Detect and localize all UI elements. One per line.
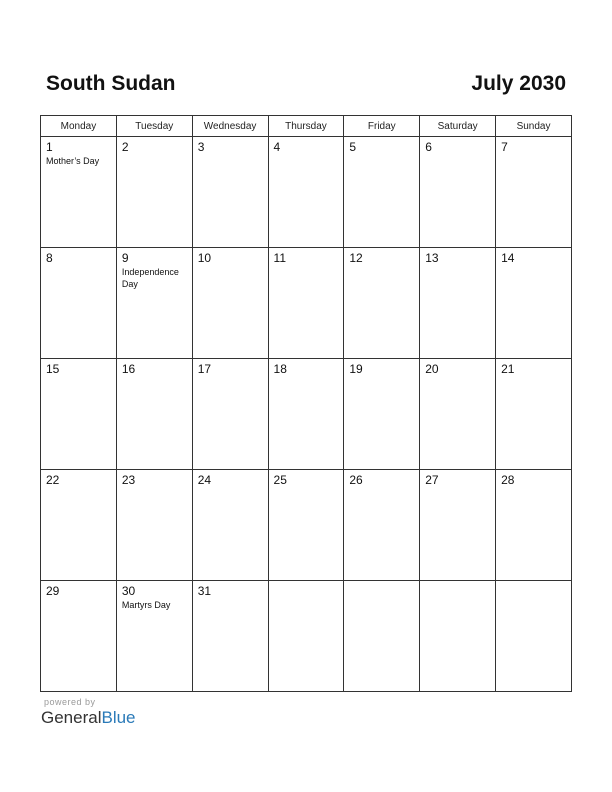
empty-day-cell: [496, 581, 572, 692]
week-row: [41, 470, 572, 581]
day-cell: [496, 137, 572, 248]
day-number: 10: [197, 251, 212, 265]
holiday-label: Martyrs Day: [121, 600, 171, 610]
day-number: 1: [46, 140, 53, 154]
day-cell: [192, 470, 268, 581]
day-number: 16: [121, 362, 136, 376]
day-number: 6: [425, 140, 432, 154]
day-cell: [192, 581, 268, 692]
day-number: 12: [349, 251, 363, 265]
day-cell: [420, 248, 496, 359]
weekday-saturday: Saturday: [420, 116, 496, 137]
day-cell: [344, 248, 420, 359]
empty-day-cell: [344, 581, 420, 692]
day-cell: [192, 359, 268, 470]
day-cell: [344, 470, 420, 581]
day-cell: [496, 359, 572, 470]
day-cell: [420, 470, 496, 581]
day-cell: [268, 470, 344, 581]
weekday-sunday: Sunday: [496, 116, 572, 137]
day-cell: [268, 248, 344, 359]
day-cell: [268, 137, 344, 248]
day-cell: [41, 359, 117, 470]
month-title: July 2030: [471, 72, 566, 95]
day-cell: [41, 248, 117, 359]
powered-by-label: powered by: [44, 697, 96, 707]
calendar-body: [41, 137, 572, 692]
holiday-label: Mother’s Day: [46, 156, 100, 166]
empty-day-cell: [268, 581, 344, 692]
day-number: 2: [121, 140, 129, 154]
weekday-monday: Monday: [41, 116, 117, 137]
generalblue-logo[interactable]: [41, 708, 136, 728]
day-number: 7: [501, 140, 508, 154]
day-cell: [496, 248, 572, 359]
weekday-friday: Friday: [344, 116, 420, 137]
week-row: [41, 137, 572, 248]
day-number: 9: [121, 251, 129, 265]
day-cell: [116, 248, 192, 359]
day-number: 8: [46, 251, 53, 265]
day-cell: [116, 359, 192, 470]
day-number: 11: [273, 251, 286, 265]
day-number: 18: [273, 362, 287, 376]
day-number: 3: [197, 140, 205, 154]
day-cell: [41, 581, 117, 692]
day-number: 28: [501, 473, 515, 487]
day-number: 31: [197, 584, 212, 598]
weekday-tuesday: Tuesday: [116, 116, 192, 137]
day-cell: [41, 470, 117, 581]
brand-general-text: General: [41, 708, 102, 727]
day-cell: [344, 137, 420, 248]
brand-blue-text: Blue: [101, 708, 136, 727]
day-number: 17: [197, 362, 212, 376]
day-cell: [116, 137, 192, 248]
country-title: South Sudan: [46, 72, 176, 95]
day-cell: [116, 470, 192, 581]
day-number: 13: [425, 251, 439, 265]
holiday-label: Independence Day: [121, 267, 179, 289]
day-cell: [496, 470, 572, 581]
week-row: [41, 581, 572, 692]
day-number: 26: [349, 473, 363, 487]
day-number: 19: [349, 362, 363, 376]
day-cell: [192, 248, 268, 359]
day-cell: [420, 137, 496, 248]
day-number: 27: [425, 473, 439, 487]
empty-day-cell: [420, 581, 496, 692]
week-row: [41, 248, 572, 359]
day-cell: [344, 359, 420, 470]
day-cell: [192, 137, 268, 248]
day-cell: [41, 137, 117, 248]
day-number: 5: [349, 140, 357, 154]
day-cell: [420, 359, 496, 470]
calendar-grid: [40, 115, 572, 692]
weekday-header-row: [41, 116, 572, 137]
day-cell: [116, 581, 192, 692]
day-number: 15: [46, 362, 60, 376]
day-number: 29: [46, 584, 60, 598]
day-number: 24: [197, 473, 212, 487]
day-number: 25: [273, 473, 287, 487]
day-number: 21: [501, 362, 515, 376]
day-number: 23: [121, 473, 136, 487]
day-number: 30: [121, 584, 136, 598]
day-number: 22: [46, 473, 60, 487]
day-cell: [268, 359, 344, 470]
day-number: 20: [425, 362, 439, 376]
day-number: 4: [273, 140, 281, 154]
week-row: [41, 359, 572, 470]
weekday-wednesday: Wednesday: [192, 116, 268, 137]
day-number: 14: [501, 251, 515, 265]
weekday-thursday: Thursday: [268, 116, 344, 137]
